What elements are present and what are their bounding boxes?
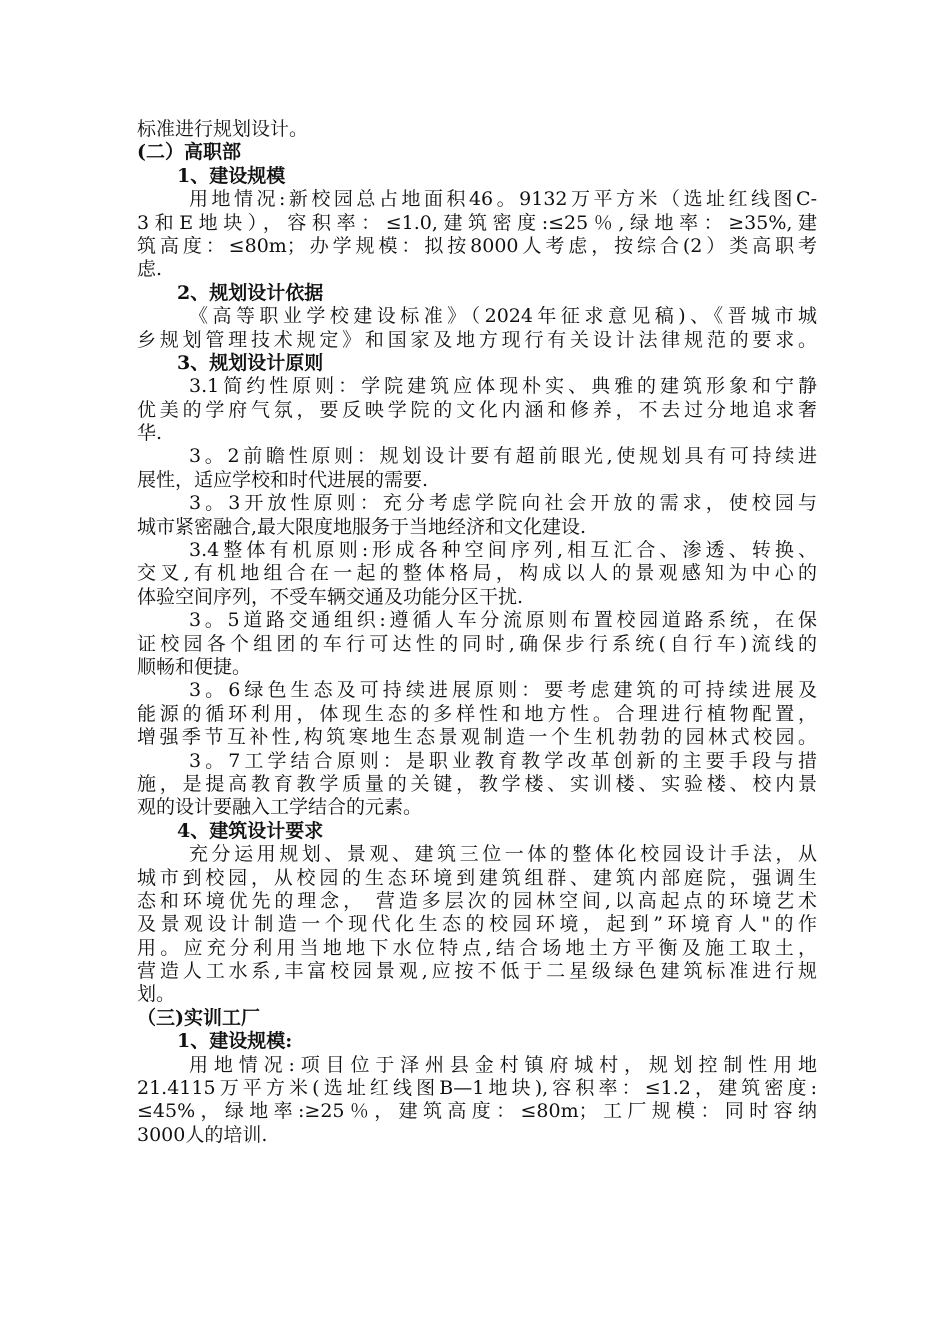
subsection-heading: 4、建筑设计要求 bbox=[177, 819, 324, 842]
paragraph-line: ≤45%，绿地率:≥25％，建筑高度：≤80m；工厂规模：同时容纳 bbox=[137, 1100, 817, 1123]
paragraph-line: 体验空间序列，不受车辆交通及功能分区干扰. bbox=[137, 585, 524, 608]
paragraph-line: 城市紧密融合,最大限度地服务于当地经济和文化建设. bbox=[137, 515, 587, 538]
paragraph-line: 营造人工水系,丰富校园景观,应按不低于二星级绿色建筑标准进行规 bbox=[137, 960, 817, 983]
subsection-heading: 2、规划设计依据 bbox=[177, 281, 324, 304]
subsection-heading: 1、建设规模: bbox=[177, 1030, 293, 1053]
paragraph-line: 增强季节互补性,构筑寒地生态景观制造一个生机勃勃的园林式校园。 bbox=[137, 726, 817, 749]
paragraph-line: 虑. bbox=[137, 258, 163, 281]
paragraph-line: 3。7工学结合原则：是职业教育教学改革创新的主要手段与措 bbox=[189, 749, 817, 772]
paragraph-line: 充分运用规划、景观、建筑三位一体的整体化校园设计手法，从 bbox=[189, 843, 817, 866]
paragraph-line: 证校园各个组团的车行可达性的同时,确保步行系统(自行车)流线的 bbox=[137, 632, 817, 655]
paragraph-line: 《高等职业学校建设标准》（2024年征求意见稿)、《晋城市城 bbox=[189, 305, 817, 328]
paragraph-line: 3。6绿色生态及可持续进展原则：要考虑建筑的可持续进展及 bbox=[189, 679, 817, 702]
text-line: 标准进行规划设计。 bbox=[137, 118, 309, 140]
paragraph-line: 优美的学府气氛，要反映学院的文化内涵和修养，不去过分地追求奢 bbox=[137, 398, 817, 421]
paragraph-line: 3.1简约性原则：学院建筑应体现朴实、典雅的建筑形象和宁静 bbox=[189, 375, 817, 398]
paragraph-line: 用地情况:新校园总占地面积46。9132万平方米（选址红线图C- bbox=[189, 188, 817, 211]
paragraph-line: 城市到校园，从校园的生态环境到建筑组群、建筑内部庭院，强调生 bbox=[137, 866, 817, 889]
paragraph-line: 3.4整体有机原则:形成各种空间序列,相互汇合、渗透、转换、 bbox=[189, 539, 817, 562]
paragraph-line: 华. bbox=[137, 422, 163, 445]
section-heading: （三)实训工厂 bbox=[137, 1006, 260, 1029]
paragraph-line: 顺畅和便捷。 bbox=[137, 655, 252, 678]
paragraph-line: 展性，适应学校和时代进展的需要. bbox=[137, 468, 429, 491]
paragraph-line: 3。5道路交通组织:遵循人车分流原则布置校园道路系统，在保 bbox=[189, 609, 817, 632]
paragraph-line: 筑高度：≤80m；办学规模：拟按8000人考虑，按综合(2）类高职考 bbox=[137, 234, 817, 257]
paragraph-line: 划。 bbox=[137, 983, 176, 1006]
paragraph-line: 21.4115万平方米(选址红线图B—1地块),容积率：≤1.2，建筑密度: bbox=[137, 1077, 817, 1100]
paragraph-line: 态和环境优先的理念， 营造多层次的园林空间,以高起点的环境艺术 bbox=[137, 889, 817, 912]
paragraph-line: 用地情况:项目位于泽州县金村镇府城村，规划控制性用地 bbox=[189, 1053, 817, 1076]
paragraph-line: 观的设计要融入工学结合的元素。 bbox=[137, 796, 423, 819]
paragraph-line: 3和E地块），容积率：≤1.0,建筑密度:≤25％,绿地率：≥35%,建 bbox=[137, 211, 817, 234]
document-page bbox=[137, 118, 817, 1147]
subsection-heading: 1、建设规模 bbox=[177, 164, 286, 187]
section-heading: (二）高职部 bbox=[137, 141, 241, 164]
paragraph-line: 3000人的培训. bbox=[137, 1123, 268, 1146]
paragraph-line: 及景观设计制造一个现代化生态的校园环境，起到”环境育人"的作 bbox=[137, 913, 817, 936]
subsection-heading: 3、规划设计原则 bbox=[177, 351, 324, 374]
paragraph-line: 3。2前瞻性原则：规划设计要有超前眼光,使规划具有可持续进 bbox=[189, 445, 817, 468]
paragraph-line: 乡规划管理技术规定》和国家及地方现行有关设计法律规范的要求。 bbox=[137, 328, 817, 351]
paragraph-line: 3。3开放性原则：充分考虑学院向社会开放的需求，使校园与 bbox=[189, 492, 817, 515]
paragraph-line: 能源的循环利用，体现生态的多样性和地方性。合理进行植物配置， bbox=[137, 702, 817, 725]
paragraph-line: 施，是提高教育教学质量的关键，教学楼、实训楼、实验楼、校内景 bbox=[137, 772, 817, 795]
paragraph-line: 交叉,有机地组合在一起的整体格局，构成以人的景观感知为中心的 bbox=[137, 562, 817, 585]
paragraph-line: 用。应充分利用当地地下水位特点,结合场地土方平衡及施工取土， bbox=[137, 936, 817, 959]
